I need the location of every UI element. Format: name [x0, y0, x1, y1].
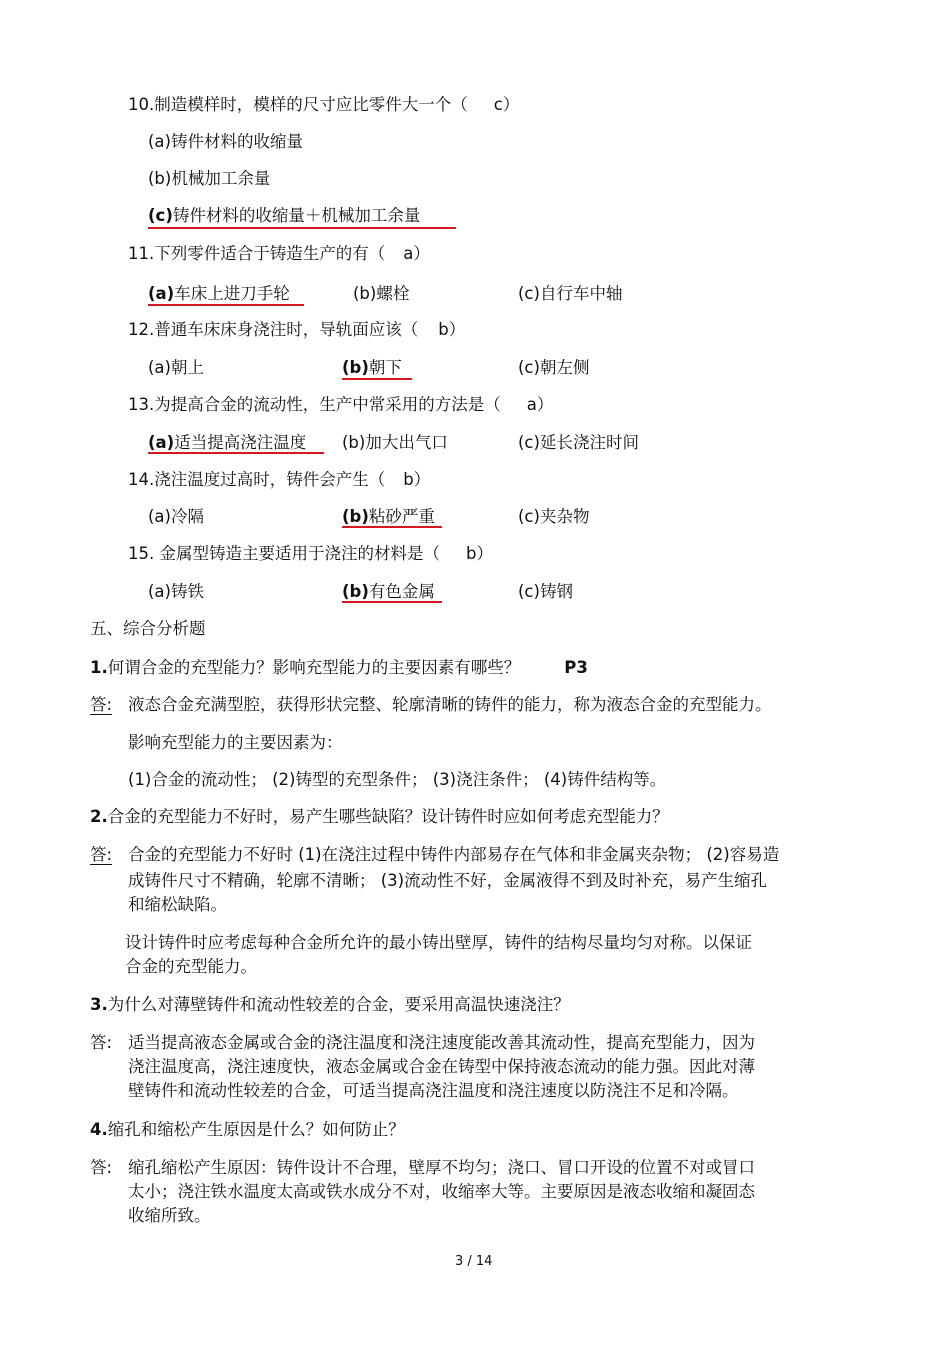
analysis-1-answer-line: 液态合金充满型腔，获得形状完整、轮廓清晰的铸件的能力，称为液态合金的充型能力。 — [128, 695, 772, 714]
analysis-2-question: 2.合金的充型能力不好时，易产生哪些缺陷？设计铸件时应如何考虑充型能力？ — [90, 807, 669, 826]
q13-option-b: (b)加大出气口 — [342, 433, 448, 452]
q15-answer-underline — [342, 601, 442, 603]
q10-stem: 10.制造模样时，模样的尺寸应比零件大一个（ c） — [128, 95, 520, 114]
q12-option-c: (c)朝左侧 — [518, 358, 590, 377]
q15-stem: 15. 金属型铸造主要适用于浇注的材料是（ b） — [128, 544, 493, 563]
analysis-3-question: 3.为什么对薄壁铸件和流动性较差的合金，要采用高温快速浇注？ — [90, 995, 570, 1014]
analysis-3-answer-line: 浇注温度高，浇注速度快，液态金属或合金在铸型中保持液态流动的能力强。因此对薄 — [128, 1057, 755, 1076]
analysis-4-answer-line: 太小；浇注铁水温度太高或铁水成分不对，收缩率大等。主要原因是液态收缩和凝固态 — [128, 1182, 755, 1201]
analysis-1-answer-line: (1)合金的流动性； (2)铸型的充型条件； (3)浇注条件； (4)铸件结构等。 — [128, 770, 667, 789]
analysis-2-answer-line: 合金的充型能力。 — [125, 957, 257, 976]
analysis-1-question: 1.何谓合金的充型能力？影响充型能力的主要因素有哪些？ P3 — [90, 658, 588, 677]
q12-answer-underline — [342, 378, 412, 380]
analysis-2-answer-line: 和缩松缺陷。 — [128, 895, 227, 914]
q10-option-b: (b)机械加工余量 — [148, 169, 271, 188]
q14-option-a: (a)冷隔 — [148, 507, 204, 526]
q14-answer-underline — [342, 526, 442, 528]
q11-answer-underline — [148, 304, 304, 306]
analysis-2-answer-line: 成铸件尺寸不精确，轮廓不清晰； (3)流动性不好，金属液得不到及时补充，易产生缩孔 — [128, 871, 768, 890]
q11-stem: 11.下列零件适合于铸造生产的有（ a） — [128, 244, 430, 263]
analysis-1-answer-label: 答: — [90, 695, 113, 714]
q12-option-a: (a)朝上 — [148, 358, 204, 377]
q10-option-c-correct: (c)铸件材料的收缩量＋机械加工余量 — [148, 206, 421, 225]
q14-option-b-correct: (b)粘砂严重 — [342, 507, 435, 526]
analysis-4-question: 4.缩孔和缩松产生原因是什么？如何防止？ — [90, 1120, 405, 1139]
analysis-4-answer-label: 答: — [90, 1158, 113, 1177]
q12-stem: 12.普通车床床身浇注时，导轨面应该（ b） — [128, 320, 466, 339]
analysis-1-answer-line: 影响充型能力的主要因素为： — [128, 733, 343, 752]
analysis-4-answer-line: 收缩所致。 — [128, 1206, 211, 1225]
analysis-2-answer-line: 设计铸件时应考虑每种合金所允许的最小铸出壁厚，铸件的结构尽量均匀对称。以保证 — [125, 933, 752, 952]
analysis-3-answer-line: 适当提高液态金属或合金的浇注温度和浇注速度能改善其流动性，提高充型能力，因为 — [128, 1033, 755, 1052]
section-title: 五、综合分析题 — [90, 619, 206, 638]
q14-stem: 14.浇注温度过高时，铸件会产生（ b） — [128, 470, 431, 489]
q11-option-b: (b)螺栓 — [353, 284, 410, 303]
q15-option-b-correct: (b)有色金属 — [342, 582, 435, 601]
q11-option-c: (c)自行车中轴 — [518, 284, 623, 303]
analysis-2-answer-label: 答: — [90, 845, 113, 864]
q12-option-b-correct: (b)朝下 — [342, 358, 402, 377]
q15-option-a: (a)铸铁 — [148, 582, 204, 601]
q13-answer-underline — [148, 452, 324, 454]
analysis-2-answer-line: 合金的充型能力不好时 (1)在浇注过程中铸件内部易存在气体和非金属夹杂物； (2)容易造 — [128, 845, 780, 864]
q11-option-a-correct: (a)车床上进刀手轮 — [148, 284, 290, 303]
analysis-3-answer-label: 答: — [90, 1033, 113, 1052]
q10-option-a: (a)铸件材料的收缩量 — [148, 132, 303, 151]
q10-answer-underline — [148, 227, 456, 229]
analysis-3-answer-line: 壁铸件和流动性较差的合金，可适当提高浇注温度和浇注速度以防浇注不足和冷隔。 — [128, 1081, 739, 1100]
analysis-4-answer-line: 缩孔缩松产生原因：铸件设计不合理，壁厚不均匀；浇口、冒口开设的位置不对或冒口 — [128, 1158, 755, 1177]
q15-option-c: (c)铸钢 — [518, 582, 573, 601]
q13-option-c: (c)延长浇注时间 — [518, 433, 639, 452]
q14-option-c: (c)夹杂物 — [518, 507, 590, 526]
q13-stem: 13.为提高合金的流动性，生产中常采用的方法是（ a） — [128, 395, 554, 414]
page-number: 3 / 14 — [455, 1254, 493, 1269]
q13-option-a-correct: (a)适当提高浇注温度 — [148, 433, 307, 452]
